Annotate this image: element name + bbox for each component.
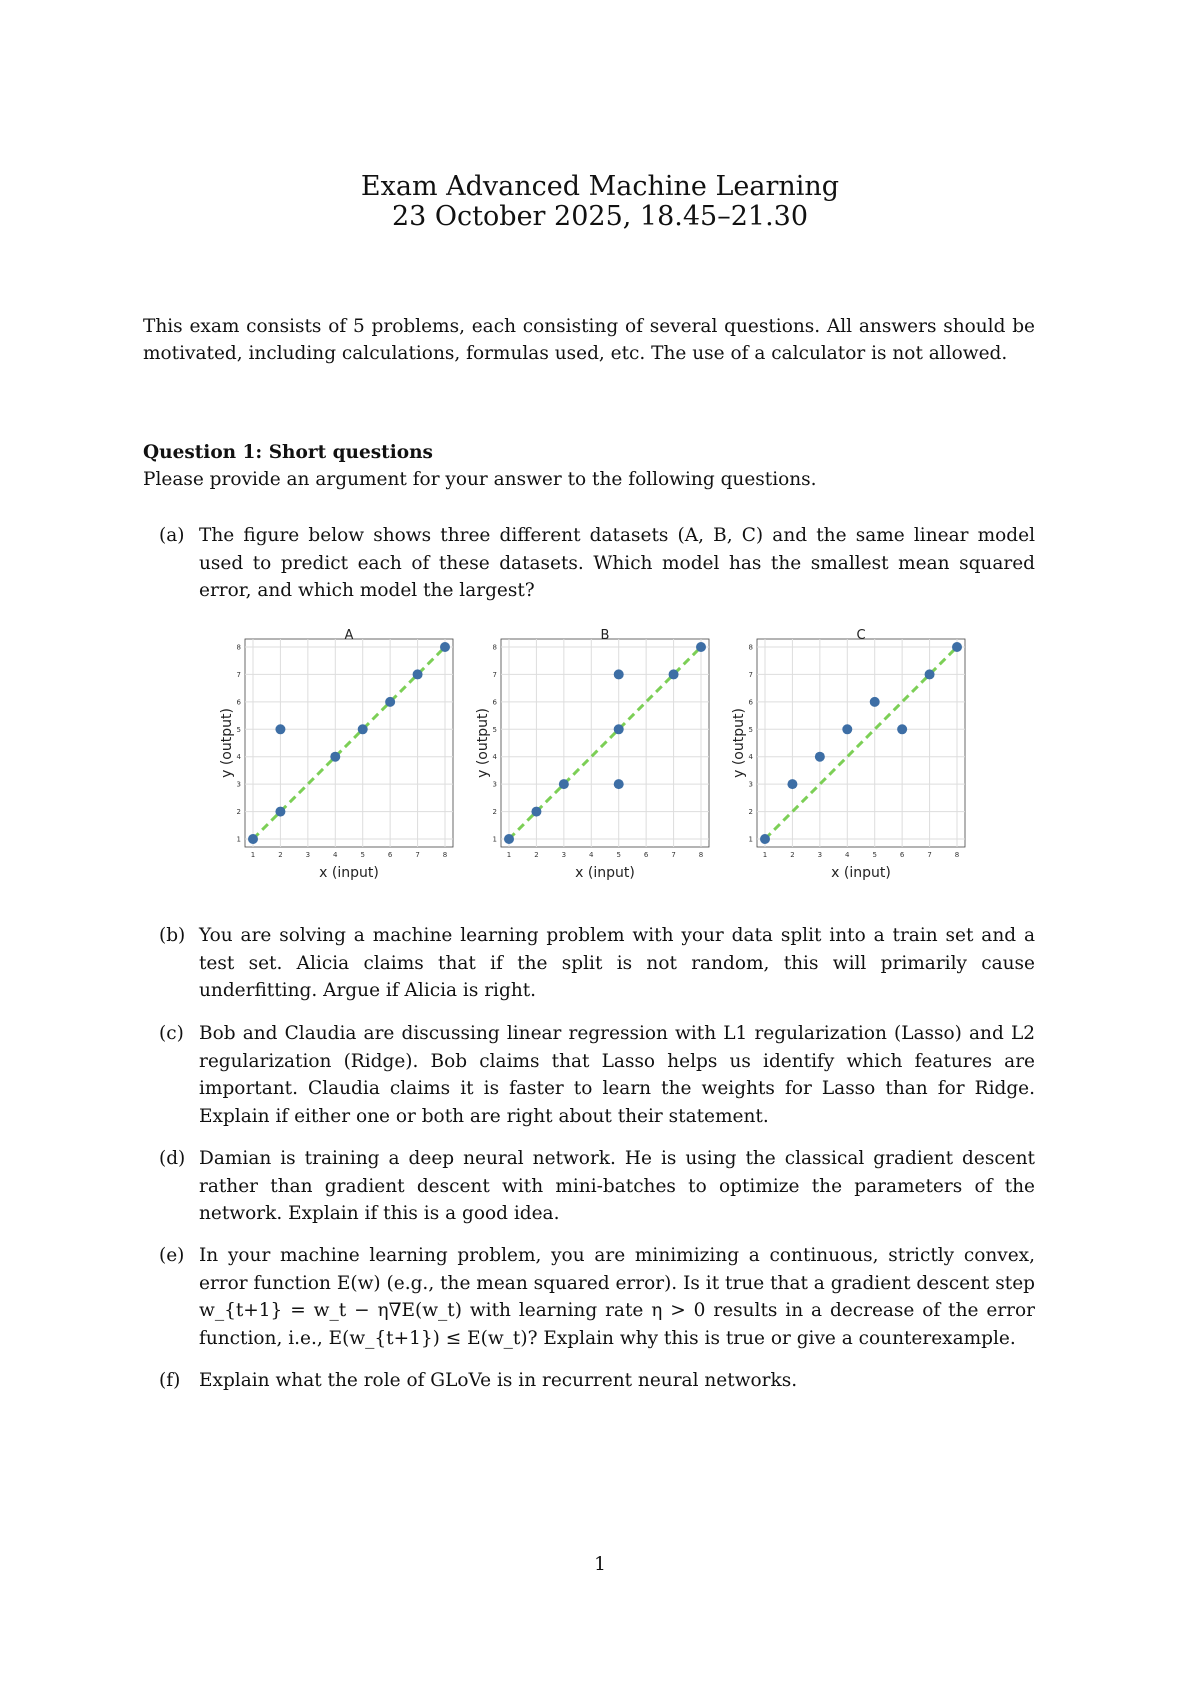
title-line-2: 23 October 2025, 18.45–21.30 (391, 201, 809, 232)
item-text: Explain what the role of GLoVe is in recurrent neural networks. (199, 1370, 798, 1391)
question-item-f (143, 1367, 1035, 1395)
scatter-chart-a (213, 625, 461, 895)
y-axis-label: y (output) (731, 708, 747, 778)
data-point (275, 807, 285, 817)
y-tick-label: 8 (492, 643, 497, 652)
x-tick-label: 4 (333, 851, 338, 859)
item-label: (e) (159, 1245, 185, 1266)
question-item-b (143, 922, 1035, 1005)
item-label: (c) (159, 1023, 184, 1044)
y-tick-label: 7 (748, 670, 753, 679)
x-tick-label: 6 (643, 851, 649, 859)
data-point (275, 724, 285, 734)
y-tick-label: 8 (748, 643, 753, 652)
data-point (897, 724, 907, 734)
data-point (614, 779, 624, 789)
x-tick-label: 3 (561, 851, 567, 859)
data-point (669, 669, 679, 679)
item-label: (d) (159, 1148, 186, 1169)
data-point (842, 724, 852, 734)
scatter-figure (213, 625, 973, 895)
item-text: You are solving a machine learning problem with your data split into a train set and a test set. Alicia claims that if the split is not random, this will primarily cause underfitting. Argue if Alicia is right. (199, 925, 1035, 1001)
chart-title: B (600, 628, 610, 643)
y-tick-label: 5 (236, 725, 241, 734)
y-tick-label: 3 (236, 780, 241, 789)
x-tick-label: 4 (845, 851, 850, 859)
item-text: The figure below shows three different datasets (A, B, C) and the same linear model used to predict each of these datasets. Which model has the smallest mean squared error, and which model the largest? (199, 525, 1035, 601)
x-tick-label: 6 (387, 851, 393, 859)
x-tick-label: 5 (872, 851, 877, 859)
x-tick-label: 1 (506, 851, 512, 859)
page-number: 1 (594, 1554, 606, 1575)
y-tick-label: 4 (748, 753, 753, 762)
y-tick-label: 2 (236, 808, 241, 817)
data-point (815, 752, 825, 762)
x-tick-label: 2 (278, 851, 283, 859)
x-tick-label: 7 (671, 851, 676, 859)
intro-paragraph: This exam consists of 5 problems, each consisting of several questions. All answers should be motivated, including calculations, formulas used, etc. The use of a calculator is not allowed. (143, 316, 1035, 364)
y-tick-label: 6 (492, 698, 497, 707)
y-tick-label: 7 (236, 670, 241, 679)
y-tick-label: 6 (236, 698, 241, 707)
y-tick-label: 6 (748, 698, 753, 707)
x-tick-label: 3 (817, 851, 823, 859)
chart-title: A (344, 628, 354, 643)
x-tick-label: 1 (250, 851, 256, 859)
data-point (559, 779, 569, 789)
data-point (787, 779, 797, 789)
x-tick-label: 8 (954, 851, 960, 859)
data-point (531, 807, 541, 817)
scatter-chart-c (725, 625, 973, 895)
y-tick-label: 8 (236, 643, 241, 652)
question-item-e (143, 1242, 1035, 1352)
x-tick-label: 4 (589, 851, 594, 859)
item-text: In your machine learning problem, you are minimizing a continuous, strictly convex, error function E(w) (e.g., the mean squared error). Is it true that a gradient descent step w_{t+1} = w_t − η∇E(w_t) with learning rate η > 0 results in a decrease of the error function, i.e., E(w_{t+1}) ≤ E(w_t)? Explain why this is true or give a counterexample. (199, 1245, 1035, 1349)
y-tick-label: 4 (236, 753, 241, 762)
data-point (614, 724, 624, 734)
data-point (504, 834, 514, 844)
y-tick-label: 1 (236, 835, 241, 844)
exam-title (0, 172, 1200, 232)
question-1-block (143, 439, 1035, 493)
x-tick-label: 7 (415, 851, 420, 859)
y-tick-label: 1 (492, 835, 497, 844)
x-tick-label: 2 (790, 851, 795, 859)
y-tick-label: 4 (492, 753, 497, 762)
data-point (760, 834, 770, 844)
question-item-c (143, 1020, 1035, 1130)
x-axis-label: x (input) (319, 865, 379, 881)
item-text: Bob and Claudia are discussing linear regression with L1 regularization (Lasso) and L2 regularization (Ridge). Bob claims that Lasso helps us identify which features are important. Claudia claims it is faster to learn the weights for Lasso than for Ridge. Explain if either one or both are right about their statement. (199, 1023, 1035, 1127)
x-tick-label: 8 (698, 851, 704, 859)
question-item-a (143, 522, 1035, 605)
x-axis-label: x (input) (831, 865, 891, 881)
x-tick-label: 6 (899, 851, 905, 859)
data-point (330, 752, 340, 762)
x-tick-label: 8 (442, 851, 448, 859)
item-label: (b) (159, 925, 186, 946)
data-point (440, 642, 450, 652)
question-item-d (143, 1145, 1035, 1228)
item-label: (f) (159, 1370, 181, 1391)
data-point (385, 697, 395, 707)
x-tick-label: 7 (927, 851, 932, 859)
y-tick-label: 7 (492, 670, 497, 679)
data-point (358, 724, 368, 734)
y-tick-label: 3 (492, 780, 497, 789)
data-point (696, 642, 706, 652)
question-1-heading: Question 1: Short questions (143, 442, 433, 463)
question-1-instruction: Please provide an argument for your answer to the following questions. (143, 469, 817, 490)
x-tick-label: 5 (360, 851, 365, 859)
data-point (952, 642, 962, 652)
data-point (248, 834, 258, 844)
x-tick-label: 1 (762, 851, 768, 859)
y-tick-label: 2 (492, 808, 497, 817)
y-axis-label: y (output) (475, 708, 491, 778)
x-tick-label: 2 (534, 851, 539, 859)
y-tick-label: 5 (492, 725, 497, 734)
chart-title: C (856, 628, 866, 643)
y-tick-label: 1 (748, 835, 753, 844)
item-label: (a) (159, 525, 185, 546)
y-tick-label: 5 (748, 725, 753, 734)
x-axis-label: x (input) (575, 865, 635, 881)
y-axis-label: y (output) (219, 708, 235, 778)
y-tick-label: 2 (748, 808, 753, 817)
data-point (614, 669, 624, 679)
data-point (413, 669, 423, 679)
item-text: Damian is training a deep neural network. He is using the classical gradient descent rather than gradient descent with mini-batches to optimize the parameters of the network. Explain if this is a good idea. (199, 1148, 1035, 1224)
title-line-1: Exam Advanced Machine Learning (360, 171, 840, 202)
x-tick-label: 5 (616, 851, 621, 859)
y-tick-label: 3 (748, 780, 753, 789)
data-point (925, 669, 935, 679)
x-tick-label: 3 (305, 851, 311, 859)
scatter-chart-b (469, 625, 717, 895)
data-point (870, 697, 880, 707)
